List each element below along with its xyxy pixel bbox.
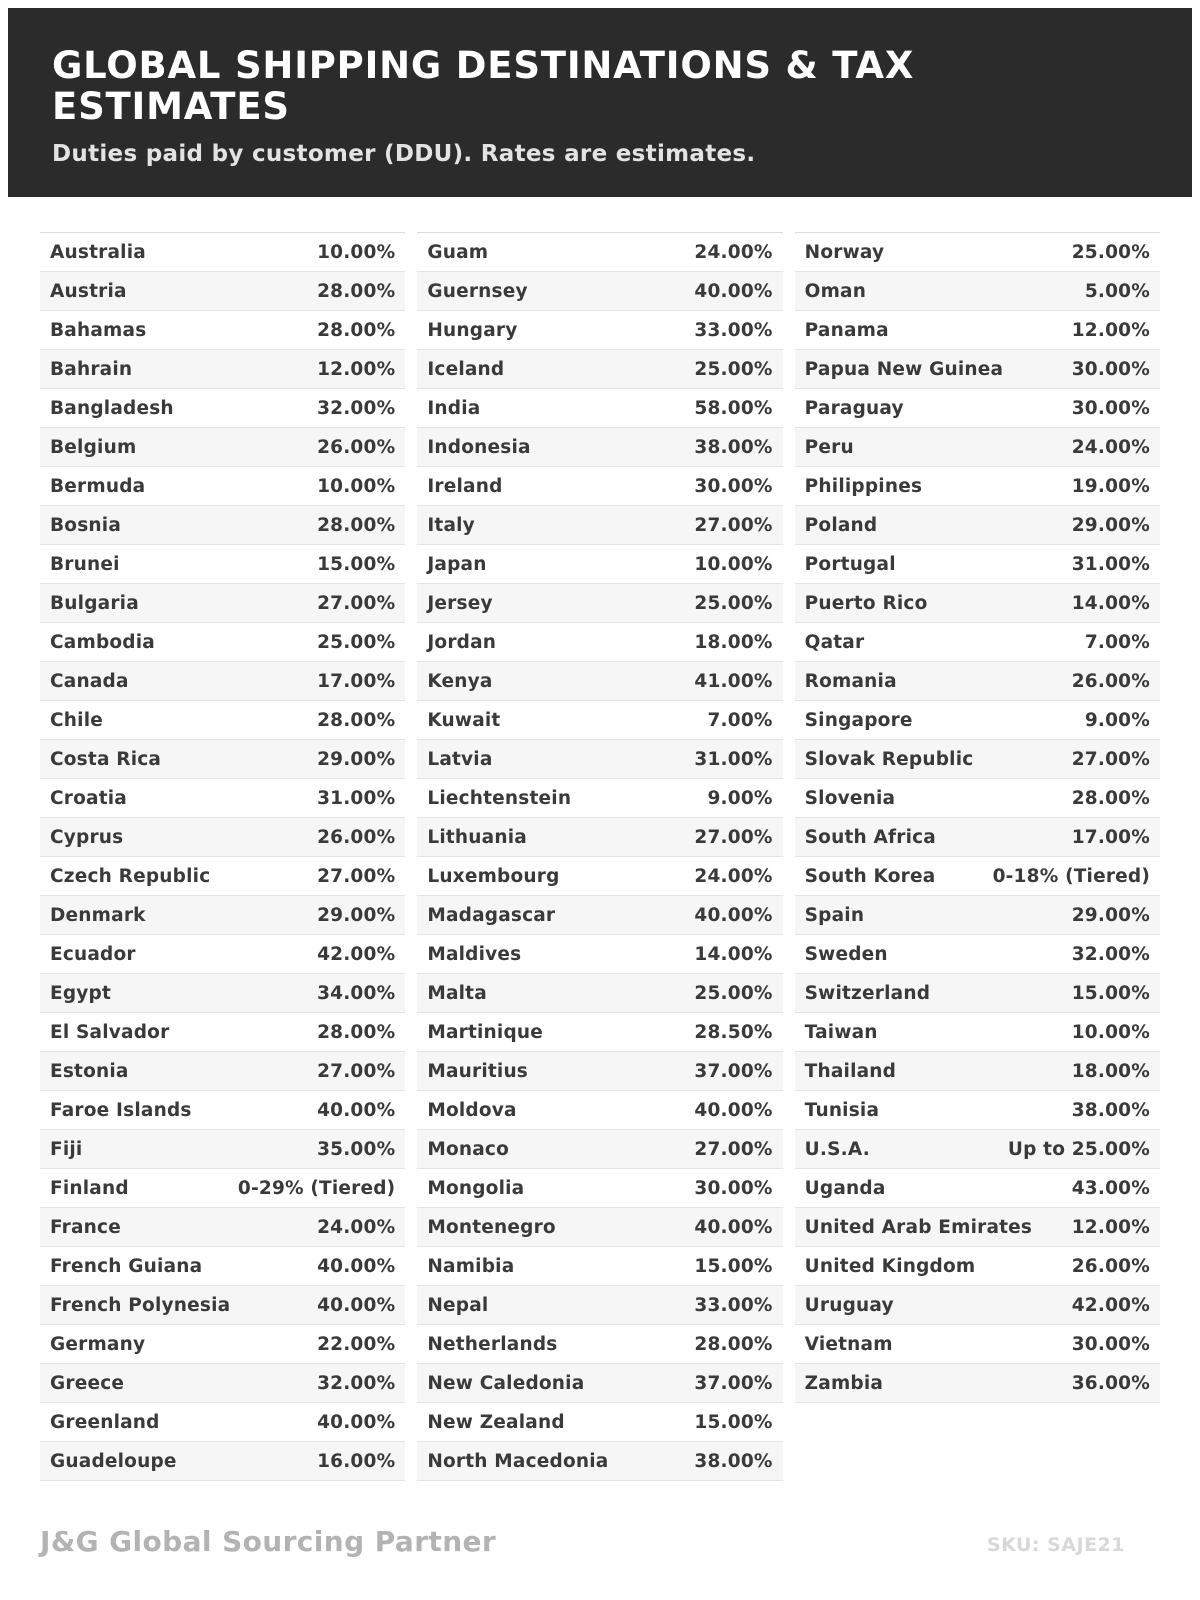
table-row	[417, 1325, 782, 1364]
page-subtitle: Duties paid by customer (DDU). Rates are estimates.	[52, 141, 756, 168]
rate-value: 18.00%	[694, 631, 773, 653]
country-label: Qatar	[804, 631, 865, 653]
country-label: French Polynesia	[50, 1294, 231, 1316]
country-label: New Zealand	[427, 1411, 565, 1433]
rate-value: 40.00%	[317, 1411, 396, 1433]
rate-value: 35.00%	[317, 1138, 396, 1160]
country-label: United Arab Emirates	[804, 1216, 1033, 1238]
country-label: Jersey	[427, 592, 493, 614]
rate-value: 29.00%	[317, 904, 396, 926]
table-row	[417, 545, 782, 584]
rate-value: 17.00%	[1071, 826, 1150, 848]
table-row	[795, 1247, 1160, 1286]
table-row	[417, 974, 782, 1013]
table-row	[417, 857, 782, 896]
rate-value: 25.00%	[317, 631, 396, 653]
country-label: Bangladesh	[50, 397, 174, 419]
rate-value: 26.00%	[1071, 1255, 1150, 1277]
rates-column-1	[40, 232, 405, 1481]
country-label: Vietnam	[804, 1333, 893, 1355]
country-label: Poland	[804, 514, 878, 536]
country-label: Faroe Islands	[50, 1099, 192, 1121]
table-row	[417, 311, 782, 350]
rate-value: 12.00%	[317, 358, 396, 380]
table-row	[40, 1052, 405, 1091]
country-label: Mongolia	[427, 1177, 525, 1199]
rate-value: 28.00%	[694, 1333, 773, 1355]
country-label: Liechtenstein	[427, 787, 572, 809]
table-row	[40, 389, 405, 428]
country-label: South Africa	[804, 826, 936, 848]
country-label: Slovak Republic	[804, 748, 974, 770]
rate-value: 29.00%	[317, 748, 396, 770]
country-label: Estonia	[50, 1060, 129, 1082]
table-row	[795, 311, 1160, 350]
table-row	[417, 584, 782, 623]
rate-value: 27.00%	[694, 826, 773, 848]
table-row	[417, 1442, 782, 1481]
table-row	[40, 974, 405, 1013]
rate-value: 30.00%	[694, 475, 773, 497]
rate-value: 10.00%	[317, 241, 396, 263]
table-row	[795, 779, 1160, 818]
rate-value: Up to 25.00%	[1007, 1138, 1150, 1160]
country-label: Mauritius	[427, 1060, 529, 1082]
rate-value: 36.00%	[1071, 1372, 1150, 1394]
rate-value: 29.00%	[1071, 904, 1150, 926]
table-row	[795, 1169, 1160, 1208]
country-label: India	[427, 397, 481, 419]
rate-value: 9.00%	[707, 787, 773, 809]
rate-value: 28.00%	[317, 709, 396, 731]
country-label: Panama	[804, 319, 889, 341]
sku-label: SKU: SAJE21	[986, 1534, 1125, 1556]
country-label: Portugal	[804, 553, 896, 575]
rate-value: 40.00%	[317, 1255, 396, 1277]
table-row	[417, 233, 782, 272]
table-row	[417, 1052, 782, 1091]
table-row	[40, 1130, 405, 1169]
table-row	[40, 623, 405, 662]
rate-value: 29.00%	[1071, 514, 1150, 536]
table-row	[40, 506, 405, 545]
country-label: Jordan	[427, 631, 497, 653]
table-row	[795, 467, 1160, 506]
rate-value: 42.00%	[317, 943, 396, 965]
table-row	[417, 1286, 782, 1325]
table-row	[40, 1208, 405, 1247]
table-row	[795, 818, 1160, 857]
country-label: Uganda	[804, 1177, 886, 1199]
country-label: Hungary	[427, 319, 518, 341]
country-label: Costa Rica	[50, 748, 162, 770]
table-row	[795, 974, 1160, 1013]
country-label: Czech Republic	[50, 865, 211, 887]
table-row	[40, 1364, 405, 1403]
country-label: Belgium	[50, 436, 137, 458]
rate-value: 19.00%	[1071, 475, 1150, 497]
country-label: Finland	[50, 1177, 129, 1199]
country-label: South Korea	[804, 865, 936, 887]
rate-value: 9.00%	[1084, 709, 1150, 731]
country-label: Indonesia	[427, 436, 531, 458]
rate-value: 33.00%	[694, 319, 773, 341]
table-row	[40, 818, 405, 857]
table-row	[417, 1013, 782, 1052]
country-label: Paraguay	[804, 397, 904, 419]
country-label: Guam	[427, 241, 489, 263]
table-row	[40, 662, 405, 701]
country-label: Kuwait	[427, 709, 501, 731]
page-title: GLOBAL SHIPPING DESTINATIONS & TAX ESTIMATES	[52, 44, 915, 128]
rate-value: 27.00%	[317, 592, 396, 614]
table-row	[417, 779, 782, 818]
country-label: Monaco	[427, 1138, 509, 1160]
table-row	[795, 1052, 1160, 1091]
table-row	[417, 701, 782, 740]
country-label: Romania	[804, 670, 897, 692]
table-row	[795, 935, 1160, 974]
rate-value: 27.00%	[694, 514, 773, 536]
rate-value: 10.00%	[694, 553, 773, 575]
rate-value: 58.00%	[694, 397, 773, 419]
country-label: Guadeloupe	[50, 1450, 177, 1472]
rate-value: 15.00%	[317, 553, 396, 575]
country-label: Nepal	[427, 1294, 489, 1316]
country-label: Switzerland	[804, 982, 931, 1004]
table-row	[417, 506, 782, 545]
rate-value: 24.00%	[1071, 436, 1150, 458]
table-row	[40, 1442, 405, 1481]
rate-value: 37.00%	[694, 1372, 773, 1394]
table-row	[417, 1403, 782, 1442]
country-label: Ecuador	[50, 943, 136, 965]
rate-value: 40.00%	[694, 904, 773, 926]
country-label: Ireland	[427, 475, 503, 497]
table-row	[795, 584, 1160, 623]
table-row	[417, 818, 782, 857]
table-row	[40, 584, 405, 623]
rate-value: 32.00%	[317, 397, 396, 419]
country-label: Netherlands	[427, 1333, 558, 1355]
table-row	[40, 233, 405, 272]
table-row	[417, 1364, 782, 1403]
country-label: Papua New Guinea	[804, 358, 1004, 380]
rate-value: 40.00%	[317, 1099, 396, 1121]
table-row	[795, 389, 1160, 428]
country-label: French Guiana	[50, 1255, 203, 1277]
table-row	[795, 662, 1160, 701]
rate-value: 5.00%	[1084, 280, 1150, 302]
table-row	[40, 311, 405, 350]
table-row	[417, 350, 782, 389]
rate-value: 16.00%	[317, 1450, 396, 1472]
country-label: Chile	[50, 709, 103, 731]
rate-value: 30.00%	[1071, 358, 1150, 380]
country-label: Philippines	[804, 475, 923, 497]
table-row	[417, 896, 782, 935]
table-row	[40, 857, 405, 896]
country-label: Martinique	[427, 1021, 544, 1043]
table-row	[795, 857, 1160, 896]
table-row	[417, 1169, 782, 1208]
country-label: France	[50, 1216, 121, 1238]
table-row	[795, 740, 1160, 779]
rate-value: 17.00%	[317, 670, 396, 692]
rate-value: 15.00%	[694, 1255, 773, 1277]
table-row	[417, 623, 782, 662]
rate-value: 26.00%	[317, 436, 396, 458]
country-label: Singapore	[804, 709, 913, 731]
rate-value: 24.00%	[317, 1216, 396, 1238]
country-label: Cambodia	[50, 631, 155, 653]
table-row	[417, 389, 782, 428]
rate-value: 14.00%	[1071, 592, 1150, 614]
table-row	[40, 1247, 405, 1286]
rate-value: 40.00%	[694, 1099, 773, 1121]
country-label: Austria	[50, 280, 127, 302]
country-label: Fiji	[50, 1138, 83, 1160]
rate-value: 28.00%	[317, 319, 396, 341]
table-row	[795, 1130, 1160, 1169]
country-label: Norway	[804, 241, 885, 263]
country-label: Greenland	[50, 1411, 160, 1433]
table-row	[40, 779, 405, 818]
table-row	[40, 935, 405, 974]
country-label: Kenya	[427, 670, 493, 692]
rate-value: 25.00%	[694, 358, 773, 380]
rate-value: 15.00%	[694, 1411, 773, 1433]
rate-value: 31.00%	[1071, 553, 1150, 575]
rate-value: 27.00%	[317, 1060, 396, 1082]
rate-value: 31.00%	[317, 787, 396, 809]
country-label: Maldives	[427, 943, 522, 965]
country-label: Egypt	[50, 982, 112, 1004]
table-row	[417, 662, 782, 701]
table-row	[795, 545, 1160, 584]
table-row	[40, 545, 405, 584]
table-row	[40, 1169, 405, 1208]
table-row	[795, 350, 1160, 389]
rate-value: 38.00%	[694, 436, 773, 458]
table-row	[795, 701, 1160, 740]
country-label: Sweden	[804, 943, 888, 965]
country-label: Malta	[427, 982, 487, 1004]
country-label: Bosnia	[50, 514, 122, 536]
rate-value: 0-18% (Tiered)	[992, 865, 1150, 887]
rate-value: 43.00%	[1071, 1177, 1150, 1199]
table-row	[795, 1286, 1160, 1325]
rate-value: 24.00%	[694, 241, 773, 263]
table-row	[795, 233, 1160, 272]
table-row	[417, 935, 782, 974]
country-label: Bahrain	[50, 358, 133, 380]
country-label: Madagascar	[427, 904, 556, 926]
country-label: Puerto Rico	[804, 592, 928, 614]
table-row	[417, 1130, 782, 1169]
country-label: U.S.A.	[804, 1138, 870, 1160]
rate-value: 7.00%	[707, 709, 773, 731]
country-label: Namibia	[427, 1255, 515, 1277]
table-row	[40, 467, 405, 506]
country-label: Zambia	[804, 1372, 884, 1394]
rate-value: 28.00%	[317, 1021, 396, 1043]
rate-value: 31.00%	[694, 748, 773, 770]
table-row	[795, 1091, 1160, 1130]
rate-value: 30.00%	[1071, 397, 1150, 419]
country-label: Germany	[50, 1333, 146, 1355]
country-label: New Caledonia	[427, 1372, 585, 1394]
table-row	[417, 1091, 782, 1130]
country-label: Denmark	[50, 904, 146, 926]
country-label: Luxembourg	[427, 865, 560, 887]
country-label: Moldova	[427, 1099, 517, 1121]
table-row	[40, 1013, 405, 1052]
rate-value: 42.00%	[1071, 1294, 1150, 1316]
rate-value: 15.00%	[1071, 982, 1150, 1004]
table-row	[795, 1208, 1160, 1247]
rate-value: 28.00%	[1071, 787, 1150, 809]
header-banner	[8, 8, 1192, 197]
rate-value: 22.00%	[317, 1333, 396, 1355]
rate-value: 40.00%	[694, 280, 773, 302]
table-row	[40, 350, 405, 389]
rate-value: 25.00%	[1071, 241, 1150, 263]
table-row	[795, 272, 1160, 311]
rate-value: 0-29% (Tiered)	[237, 1177, 396, 1199]
country-label: El Salvador	[50, 1021, 170, 1043]
table-row	[795, 1364, 1160, 1403]
table-row	[795, 623, 1160, 662]
rate-value: 40.00%	[694, 1216, 773, 1238]
table-row	[40, 1286, 405, 1325]
table-row	[795, 428, 1160, 467]
rate-value: 25.00%	[694, 592, 773, 614]
country-label: Canada	[50, 670, 129, 692]
table-row	[40, 272, 405, 311]
country-label: North Macedonia	[427, 1450, 609, 1472]
country-label: Slovenia	[804, 787, 896, 809]
rate-value: 32.00%	[1071, 943, 1150, 965]
rate-value: 28.00%	[317, 280, 396, 302]
table-row	[40, 428, 405, 467]
rate-value: 30.00%	[694, 1177, 773, 1199]
table-row	[795, 506, 1160, 545]
country-label: Japan	[427, 553, 487, 575]
rate-value: 40.00%	[317, 1294, 396, 1316]
country-label: Australia	[50, 241, 146, 263]
brand-name: J&G Global Sourcing Partner	[40, 1525, 497, 1558]
rate-value: 38.00%	[694, 1450, 773, 1472]
country-label: Italy	[427, 514, 475, 536]
rate-value: 27.00%	[1071, 748, 1150, 770]
rates-column-2	[417, 232, 782, 1481]
rate-value: 26.00%	[317, 826, 396, 848]
country-label: Iceland	[427, 358, 505, 380]
rate-value: 32.00%	[317, 1372, 396, 1394]
country-label: United Kingdom	[804, 1255, 976, 1277]
rate-value: 10.00%	[317, 475, 396, 497]
table-row	[795, 1325, 1160, 1364]
country-label: Lithuania	[427, 826, 527, 848]
table-row	[795, 1013, 1160, 1052]
rate-value: 26.00%	[1071, 670, 1150, 692]
country-label: Taiwan	[804, 1021, 878, 1043]
rates-table	[40, 232, 1160, 1481]
table-row	[417, 272, 782, 311]
table-row	[417, 428, 782, 467]
country-label: Latvia	[427, 748, 493, 770]
rate-value: 30.00%	[1071, 1333, 1150, 1355]
rate-value: 27.00%	[694, 1138, 773, 1160]
table-row	[40, 1403, 405, 1442]
country-label: Bulgaria	[50, 592, 139, 614]
country-label: Uruguay	[804, 1294, 894, 1316]
table-row	[40, 896, 405, 935]
country-label: Tunisia	[804, 1099, 880, 1121]
rate-value: 37.00%	[694, 1060, 773, 1082]
country-label: Brunei	[50, 553, 120, 575]
table-row	[417, 467, 782, 506]
country-label: Greece	[50, 1372, 125, 1394]
rate-value: 12.00%	[1071, 319, 1150, 341]
table-row	[417, 1208, 782, 1247]
table-row	[40, 701, 405, 740]
country-label: Peru	[804, 436, 854, 458]
table-row	[40, 740, 405, 779]
table-row	[417, 1247, 782, 1286]
country-label: Bermuda	[50, 475, 146, 497]
rate-value: 7.00%	[1084, 631, 1150, 653]
table-row	[795, 896, 1160, 935]
country-label: Spain	[804, 904, 865, 926]
country-label: Croatia	[50, 787, 127, 809]
table-row	[417, 740, 782, 779]
country-label: Thailand	[804, 1060, 897, 1082]
table-row	[40, 1091, 405, 1130]
rate-value: 10.00%	[1071, 1021, 1150, 1043]
rate-value: 41.00%	[694, 670, 773, 692]
rate-value: 27.00%	[317, 865, 396, 887]
rate-value: 28.00%	[317, 514, 396, 536]
country-label: Cyprus	[50, 826, 124, 848]
rates-column-3	[795, 232, 1160, 1403]
country-label: Oman	[804, 280, 867, 302]
rate-value: 14.00%	[694, 943, 773, 965]
rate-value: 34.00%	[317, 982, 396, 1004]
footer	[40, 1525, 1125, 1558]
country-label: Guernsey	[427, 280, 528, 302]
rate-value: 25.00%	[694, 982, 773, 1004]
country-label: Montenegro	[427, 1216, 556, 1238]
country-label: Bahamas	[50, 319, 147, 341]
table-row	[40, 1325, 405, 1364]
rate-value: 12.00%	[1071, 1216, 1150, 1238]
rate-value: 18.00%	[1071, 1060, 1150, 1082]
rate-value: 24.00%	[694, 865, 773, 887]
rate-value: 33.00%	[694, 1294, 773, 1316]
rate-value: 28.50%	[694, 1021, 773, 1043]
rate-value: 38.00%	[1071, 1099, 1150, 1121]
